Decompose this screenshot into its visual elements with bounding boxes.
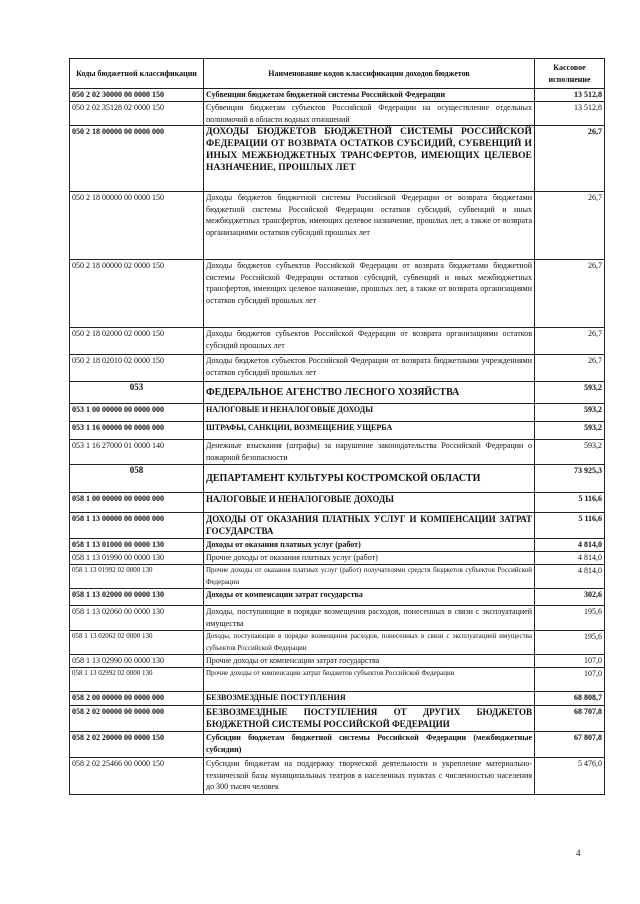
row-code: 050 2 18 00000 02 0000 150 xyxy=(70,260,204,328)
row-name: Субсидии бюджетам бюджетной системы Российской Федерации (межбюджетные субсидии) xyxy=(204,732,535,758)
row-code: 053 1 00 00000 00 0000 000 xyxy=(70,404,204,422)
row-code: 058 1 00 00000 00 0000 000 xyxy=(70,493,204,513)
table-row xyxy=(70,493,605,513)
table-row xyxy=(70,328,605,355)
row-code: 058 1 13 02000 00 0000 130 xyxy=(70,589,204,606)
row-name: ДОХОДЫ БЮДЖЕТОВ БЮДЖЕТНОЙ СИСТЕМЫ РОССИЙСКОЙ ФЕДЕРАЦИИ ОТ ВОЗВРАТА ОСТАТКОВ СУБСИДИЙ, СУБВЕНЦИЙ И ИНЫХ МЕЖБЮДЖЕТНЫХ ТРАНСФЕРТОВ, ИМЕЮЩИХ ЦЕЛЕВОЕ НАЗНАЧЕНИЕ, ПРОШЛЫХ ЛЕТ xyxy=(204,126,535,192)
header-name: Наименование кодов классификации доходов бюджетов xyxy=(204,59,535,89)
row-name: БЕЗВОЗМЕЗДНЫЕ ПОСТУПЛЕНИЯ ОТ ДРУГИХ БЮДЖЕТОВ БЮДЖЕТНОЙ СИСТЕМЫ РОССИЙСКОЙ ФЕДЕРАЦИИ xyxy=(204,706,535,732)
table-row xyxy=(70,465,605,493)
row-amount: 195,6 xyxy=(535,606,605,631)
row-name: НАЛОГОВЫЕ И НЕНАЛОГОВЫЕ ДОХОДЫ xyxy=(204,493,535,513)
budget-revenue-table xyxy=(69,58,605,795)
row-amount: 4 814,0 xyxy=(535,539,605,552)
table-row xyxy=(70,589,605,606)
table-row xyxy=(70,706,605,732)
row-amount: 107,0 xyxy=(535,668,605,692)
row-amount: 26,7 xyxy=(535,328,605,355)
table-row xyxy=(70,89,605,102)
row-amount: 13 512,8 xyxy=(535,102,605,126)
row-name: ДОХОДЫ ОТ ОКАЗАНИЯ ПЛАТНЫХ УСЛУГ И КОМПЕНСАЦИИ ЗАТРАТ ГОСУДАРСТВА xyxy=(204,513,535,539)
row-name: Доходы бюджетов субъектов Российской Федерации от возврата организациями остатков субсидий прошлых лет xyxy=(204,328,535,355)
row-amount: 5 116,6 xyxy=(535,493,605,513)
row-name: Доходы бюджетов субъектов Российской Федерации от возврата бюджетными учреждениями остатков субсидий прошлых лет xyxy=(204,355,535,382)
table-row xyxy=(70,758,605,795)
row-amount: 26,7 xyxy=(535,192,605,260)
row-code: 058 1 13 01990 00 0000 130 xyxy=(70,552,204,565)
row-name: Субвенции бюджетам субъектов Российской Федерации на осуществление отдельных полномочий в области водных отношений xyxy=(204,102,535,126)
row-amount: 4 814,0 xyxy=(535,552,605,565)
row-name: Денежные взыскания (штрафы) за нарушение законодательства Российской Федерации о пожарной безопасности xyxy=(204,440,535,465)
row-amount: 13 512,8 xyxy=(535,89,605,102)
row-code: 053 1 16 27000 01 0000 140 xyxy=(70,440,204,465)
row-code: 058 1 13 02062 02 0000 130 xyxy=(70,631,204,655)
row-name: ДЕПАРТАМЕНТ КУЛЬТУРЫ КОСТРОМСКОЙ ОБЛАСТИ xyxy=(204,465,535,493)
row-code: 053 1 16 00000 00 0000 000 xyxy=(70,422,204,440)
row-amount: 302,6 xyxy=(535,589,605,606)
row-code: 050 2 18 00000 00 0000 000 xyxy=(70,126,204,192)
table-row xyxy=(70,404,605,422)
row-amount: 5 116,6 xyxy=(535,513,605,539)
row-code: 058 2 00 00000 00 0000 000 xyxy=(70,692,204,706)
row-amount: 26,7 xyxy=(535,355,605,382)
table-row xyxy=(70,732,605,758)
row-name: Прочие доходы от оказания платных услуг (работ) xyxy=(204,552,535,565)
row-amount: 593,2 xyxy=(535,404,605,422)
row-amount: 5 476,0 xyxy=(535,758,605,795)
row-name: НАЛОГОВЫЕ И НЕНАЛОГОВЫЕ ДОХОДЫ xyxy=(204,404,535,422)
row-code: 050 2 02 30000 00 0000 150 xyxy=(70,89,204,102)
row-name: Доходы от компенсации затрат государства xyxy=(204,589,535,606)
table-row xyxy=(70,668,605,692)
table-row xyxy=(70,382,605,404)
table-row xyxy=(70,513,605,539)
table-row xyxy=(70,565,605,589)
row-name: Доходы бюджетов бюджетной системы Российской Федерации от возврата бюджетами бюджетной системы Российской Федерации остатков субсидий, субвенций и иных межбюджетных трансфертов, имеющих целевое назначение, прошлых лет, а также от возврата организациями остатков субсидий прошлых лет xyxy=(204,192,535,260)
row-amount: 4 814,0 xyxy=(535,565,605,589)
table-row xyxy=(70,552,605,565)
row-code: 058 2 02 25466 00 0000 150 xyxy=(70,758,204,795)
row-amount: 73 925,3 xyxy=(535,465,605,493)
row-amount: 593,2 xyxy=(535,382,605,404)
table-row xyxy=(70,422,605,440)
row-code: 058 1 13 02992 02 0000 130 xyxy=(70,668,204,692)
table-row xyxy=(70,440,605,465)
row-amount: 68 707,8 xyxy=(535,706,605,732)
table-row xyxy=(70,655,605,668)
table-row xyxy=(70,631,605,655)
row-code: 050 2 18 00000 00 0000 150 xyxy=(70,192,204,260)
row-amount: 26,7 xyxy=(535,260,605,328)
row-amount: 195,6 xyxy=(535,631,605,655)
row-name: Прочие доходы от компенсации затрат государства xyxy=(204,655,535,668)
row-name: БЕЗВОЗМЕЗДНЫЕ ПОСТУПЛЕНИЯ xyxy=(204,692,535,706)
row-amount: 593,2 xyxy=(535,422,605,440)
table-row xyxy=(70,126,605,192)
row-name: ШТРАФЫ, САНКЦИИ, ВОЗМЕЩЕНИЕ УЩЕРБА xyxy=(204,422,535,440)
row-name: Доходы, поступающие в порядке возмещения расходов, понесенных в связи с эксплуатацией имущества субъектов Российской Федерации xyxy=(204,631,535,655)
row-amount: 107,0 xyxy=(535,655,605,668)
row-code: 058 xyxy=(70,465,204,493)
table-row xyxy=(70,192,605,260)
row-code: 050 2 18 02000 02 0000 150 xyxy=(70,328,204,355)
page-number: 4 xyxy=(576,848,581,858)
table-row xyxy=(70,260,605,328)
row-amount: 67 807,8 xyxy=(535,732,605,758)
row-code: 058 1 13 02990 00 0000 130 xyxy=(70,655,204,668)
row-name: Субсидии бюджетам на поддержку творческой деятельности и укрепление материально-технической базы муниципальных театров в населенных пунктах с численностью населения до 300 тысяч человек xyxy=(204,758,535,795)
row-name: Прочие доходы от оказания платных услуг (работ) получателями средств бюджетов субъектов Российской Федерации xyxy=(204,565,535,589)
table-row xyxy=(70,102,605,126)
table-row xyxy=(70,606,605,631)
row-name: Доходы бюджетов субъектов Российской Федерации от возврата бюджетами бюджетной системы Российской Федерации остатков субсидий, субвенций и иных межбюджетных трансфертов, имеющих целевое назначение, прошлых лет, а также от возврата организациями остатков субсидий прошлых лет xyxy=(204,260,535,328)
row-code: 058 1 13 02060 00 0000 130 xyxy=(70,606,204,631)
table-row xyxy=(70,355,605,382)
row-name: Доходы, поступающие в порядке возмещения расходов, понесенных в связи с эксплуатацией имущества xyxy=(204,606,535,631)
row-code: 058 1 13 00000 00 0000 000 xyxy=(70,513,204,539)
row-amount: 26,7 xyxy=(535,126,605,192)
row-code: 053 xyxy=(70,382,204,404)
row-name: Субвенции бюджетам бюджетной системы Российской Федерации xyxy=(204,89,535,102)
row-code: 058 2 02 00000 00 0000 000 xyxy=(70,706,204,732)
header-amount: Кассовое исполнение xyxy=(535,59,605,89)
row-code: 058 1 13 01992 02 0000 130 xyxy=(70,565,204,589)
row-amount: 68 808,7 xyxy=(535,692,605,706)
row-name: Прочие доходы от компенсации затрат бюджетов субъектов Российской Федерации xyxy=(204,668,535,692)
header-code: Коды бюджетной классификации xyxy=(70,59,204,89)
table-header-row xyxy=(70,59,605,89)
row-code: 058 1 13 01000 00 0000 130 xyxy=(70,539,204,552)
row-name: ФЕДЕРАЛЬНОЕ АГЕНСТВО ЛЕСНОГО ХОЗЯЙСТВА xyxy=(204,382,535,404)
row-code: 050 2 18 02010 02 0000 150 xyxy=(70,355,204,382)
row-code: 058 2 02 20000 00 0000 150 xyxy=(70,732,204,758)
row-amount: 593,2 xyxy=(535,440,605,465)
row-code: 050 2 02 35128 02 0000 150 xyxy=(70,102,204,126)
row-name: Доходы от оказания платных услуг (работ) xyxy=(204,539,535,552)
table-row xyxy=(70,692,605,706)
table-row xyxy=(70,539,605,552)
